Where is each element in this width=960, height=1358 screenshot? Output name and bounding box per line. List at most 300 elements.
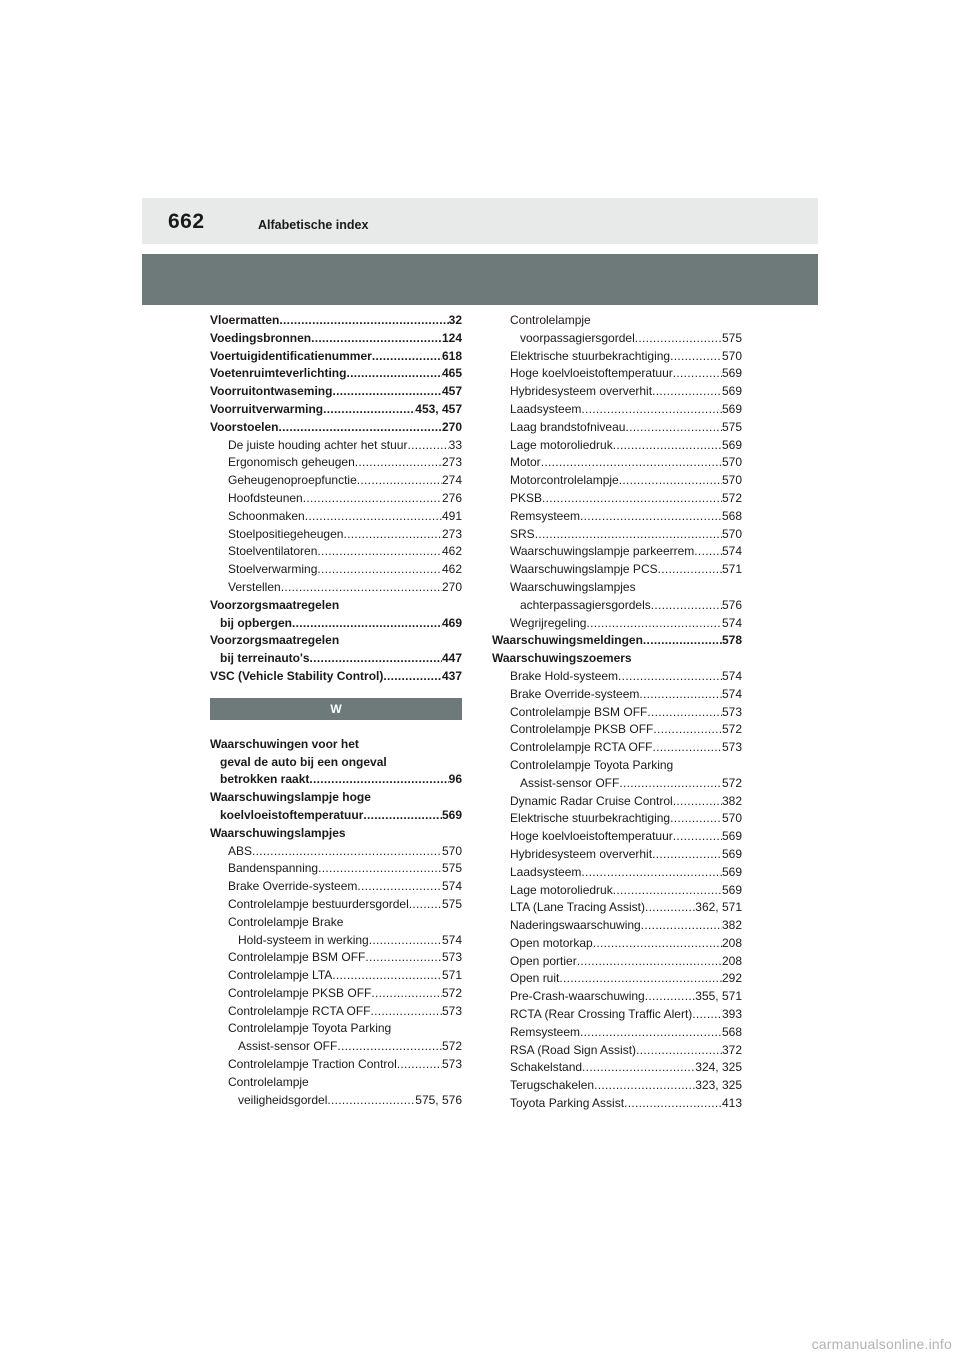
- index-term: Lage motoroliedruk: [510, 437, 613, 452]
- page-reference: 570: [441, 843, 462, 858]
- page-reference: 469: [441, 615, 462, 630]
- page-reference: 570: [721, 526, 742, 541]
- index-term: veiligheidsgordel: [238, 1092, 328, 1107]
- page-reference: 569: [721, 366, 742, 381]
- index-term: Controlelampje BSM OFF: [228, 950, 366, 965]
- index-entry: [210, 330, 462, 348]
- index-entry: [210, 526, 462, 544]
- page-reference: 273: [441, 526, 462, 541]
- page-reference: 462: [441, 562, 462, 577]
- dot-leader: [586, 615, 721, 633]
- page-reference: 570: [721, 455, 742, 470]
- index-term: Waarschuwingslampje parkeerrem: [510, 544, 695, 559]
- index-entry: [210, 914, 462, 932]
- page-reference: 572: [721, 490, 742, 505]
- index-entry: [210, 579, 462, 597]
- dot-leader: [371, 985, 442, 1003]
- index-term: Motorcontrolelampje: [510, 473, 619, 488]
- index-term: Hoge koelvloeistoftemperatuur: [510, 829, 673, 844]
- dot-leader: [369, 932, 442, 950]
- page-reference: 447: [441, 651, 462, 666]
- page-reference: 569: [721, 437, 742, 452]
- dot-leader: [252, 843, 442, 861]
- dot-leader: [363, 807, 442, 825]
- page-reference: 618: [441, 348, 462, 363]
- index-entry: [210, 365, 462, 383]
- page-reference: 355, 571: [695, 989, 742, 1004]
- page-reference: 569: [721, 401, 742, 416]
- dot-leader: [370, 1003, 441, 1021]
- index-term: Waarschuwingslampje hoge: [210, 790, 371, 805]
- dot-leader: [305, 508, 442, 526]
- page-reference: 569: [721, 882, 742, 897]
- dot-leader: [653, 721, 722, 739]
- index-column-left: [210, 312, 462, 1109]
- dot-leader: [670, 348, 722, 366]
- index-term: Terugschakelen: [510, 1078, 595, 1093]
- page-reference: 453, 457: [415, 401, 462, 416]
- index-term: Ergonomisch geheugen: [228, 455, 355, 470]
- dot-leader: [613, 882, 722, 900]
- index-entry: [210, 736, 462, 754]
- dot-leader: [317, 561, 442, 579]
- index-term: Brake Override-systeem: [510, 686, 640, 701]
- page-reference: 382: [721, 793, 742, 808]
- page-reference: 572: [441, 985, 462, 1000]
- index-entry: [492, 686, 742, 704]
- index-term: Laadsysteem: [510, 864, 582, 879]
- index-term: Voetenruimteverlichting: [210, 366, 347, 381]
- dot-leader: [365, 949, 442, 967]
- index-entry: [492, 312, 742, 330]
- index-entry: [210, 561, 462, 579]
- index-entry: [210, 789, 462, 807]
- dot-leader: [639, 686, 722, 704]
- index-term: Stoelpositiegeheugen: [228, 526, 344, 541]
- index-entry: [210, 312, 462, 330]
- index-term: Controlelampje Toyota Parking: [510, 757, 674, 772]
- index-term: bij terreinauto's: [220, 651, 310, 666]
- index-entry: [492, 615, 742, 633]
- index-term: geval de auto bij een ongeval: [220, 754, 387, 769]
- index-entry: [210, 896, 462, 914]
- page-reference: 575: [441, 896, 462, 911]
- page-reference: 573: [721, 740, 742, 755]
- page-reference: 273: [441, 455, 462, 470]
- page-reference: 270: [441, 419, 462, 434]
- index-term: Voorruitontwaseming: [210, 384, 333, 399]
- index-entry: [210, 615, 462, 633]
- page-reference: 574: [721, 668, 742, 683]
- index-entry: [210, 632, 462, 650]
- dot-leader: [645, 988, 696, 1006]
- page-reference: 569: [721, 846, 742, 861]
- dot-leader: [643, 632, 722, 650]
- index-entry: [492, 704, 742, 722]
- dot-leader: [303, 490, 442, 508]
- index-term: betrokken raakt: [220, 772, 310, 787]
- index-term: Controlelampje RCTA OFF: [228, 1003, 371, 1018]
- dot-leader: [673, 365, 722, 383]
- dot-leader: [327, 1092, 415, 1110]
- index-term: Pre-Crash-waarschuwing: [510, 989, 645, 1004]
- index-entry: [492, 775, 742, 793]
- index-term: Verstellen: [228, 579, 281, 594]
- index-term: RSA (Road Sign Assist): [510, 1042, 637, 1057]
- page-reference: 570: [721, 348, 742, 363]
- index-term: koelvloeistoftemperatuur: [220, 807, 364, 822]
- index-entry: [492, 1042, 742, 1060]
- index-term: Waarschuwingen voor het: [210, 736, 359, 751]
- index-entry: [210, 843, 462, 861]
- page-reference: 574: [721, 544, 742, 559]
- index-term: Assist-sensor OFF: [520, 775, 620, 790]
- index-entry: [492, 1059, 742, 1077]
- index-term: Brake Override-systeem: [228, 879, 358, 894]
- index-term: Controlelampje Brake: [228, 914, 344, 929]
- index-entry: [210, 383, 462, 401]
- dot-leader: [619, 775, 722, 793]
- index-entry: [492, 401, 742, 419]
- index-entry: [210, 401, 462, 419]
- dot-leader: [337, 1038, 442, 1056]
- index-entry: [492, 419, 742, 437]
- index-entry: [210, 1074, 462, 1092]
- dot-leader: [278, 419, 442, 437]
- page-reference: 574: [721, 686, 742, 701]
- page-reference: 570: [721, 473, 742, 488]
- index-entry: [210, 967, 462, 985]
- index-term: Open ruit: [510, 971, 560, 986]
- dot-leader: [658, 561, 722, 579]
- dot-leader: [625, 419, 722, 437]
- index-term: Laadsysteem: [510, 401, 582, 416]
- page-reference: 574: [441, 879, 462, 894]
- index-entry: [210, 932, 462, 950]
- index-entry: [210, 771, 462, 789]
- dot-leader: [281, 579, 442, 597]
- index-term: achterpassagiersgordels: [520, 597, 651, 612]
- index-entry: [492, 846, 742, 864]
- dot-leader: [582, 1059, 695, 1077]
- dot-leader: [636, 1042, 722, 1060]
- dot-leader: [692, 1006, 722, 1024]
- letter-heading: W: [210, 698, 462, 720]
- page-reference: 208: [721, 953, 742, 968]
- index-term: PKSB: [510, 490, 543, 505]
- page-reference: 208: [721, 935, 742, 950]
- page-reference: 575, 576: [415, 1092, 462, 1107]
- index-entry: [492, 383, 742, 401]
- page-reference: 457: [441, 384, 462, 399]
- index-term: Controlelampje BSM OFF: [510, 704, 648, 719]
- index-entry: [492, 668, 742, 686]
- index-entry: [492, 882, 742, 900]
- dot-leader: [673, 793, 722, 811]
- index-entry: [210, 949, 462, 967]
- page-reference: 575: [441, 861, 462, 876]
- dot-leader: [641, 917, 722, 935]
- index-term: Remsysteem: [510, 508, 581, 523]
- index-entry: [210, 1003, 462, 1021]
- index-term: SRS: [510, 526, 535, 541]
- page-reference: 574: [721, 615, 742, 630]
- index-entry: [210, 985, 462, 1003]
- page-reference: 575: [721, 330, 742, 345]
- index-entry: [210, 454, 462, 472]
- dot-leader: [346, 365, 441, 383]
- index-entry: [492, 828, 742, 846]
- index-term: Stoelverwarming: [228, 562, 318, 577]
- page-reference: 324, 325: [695, 1060, 742, 1075]
- index-entry: [492, 526, 742, 544]
- page-reference: 569: [721, 864, 742, 879]
- index-term: De juiste houding achter het stuur: [228, 437, 408, 452]
- page-header: [142, 198, 818, 244]
- index-term: Laag brandstofniveau: [510, 419, 626, 434]
- index-entry: [492, 1095, 742, 1113]
- index-term: Voorstoelen: [210, 419, 279, 434]
- index-entry: [492, 935, 742, 953]
- index-term: Waarschuwingslampjes: [510, 579, 636, 594]
- dot-leader: [652, 846, 722, 864]
- index-term: Dynamic Radar Cruise Control: [510, 793, 673, 808]
- index-term: Controlelampje: [228, 1074, 309, 1089]
- index-term: Assist-sensor OFF: [238, 1039, 338, 1054]
- index-term: Voorzorgsmaatregelen: [210, 633, 340, 648]
- dot-leader: [594, 1077, 695, 1095]
- page-reference: 571: [721, 562, 742, 577]
- index-entry: [492, 472, 742, 490]
- index-term: Bandenspanning: [228, 861, 319, 876]
- page-reference: 568: [721, 1024, 742, 1039]
- index-entry: [492, 864, 742, 882]
- dot-leader: [409, 896, 442, 914]
- index-entry: [210, 825, 462, 843]
- index-term: voorpassagiersgordel: [520, 330, 635, 345]
- dot-leader: [310, 650, 442, 668]
- index-term: Geheugenoproepfunctie: [228, 473, 357, 488]
- index-entry: [210, 1020, 462, 1038]
- index-entry: [210, 490, 462, 508]
- dot-leader: [535, 526, 722, 544]
- dot-leader: [542, 490, 722, 508]
- index-entry: [492, 437, 742, 455]
- dot-leader: [559, 970, 722, 988]
- dot-leader: [309, 771, 448, 789]
- index-term: Controlelampje RCTA OFF: [510, 740, 653, 755]
- index-term: Voorzorgsmaatregelen: [210, 597, 340, 612]
- dot-leader: [279, 312, 448, 330]
- index-entry: [210, 597, 462, 615]
- page-reference: 573: [441, 950, 462, 965]
- index-entry: [210, 860, 462, 878]
- index-term: RCTA (Rear Crossing Traffic Alert): [510, 1007, 693, 1022]
- index-term: Controlelampje bestuurdersgordel: [228, 896, 409, 911]
- dot-leader: [613, 437, 722, 455]
- index-entry: [492, 917, 742, 935]
- index-entry: [492, 1077, 742, 1095]
- index-entry: [210, 1092, 462, 1110]
- index-entry: [492, 1006, 742, 1024]
- index-entry: [210, 348, 462, 366]
- index-term: Hybridesysteem oververhit: [510, 846, 653, 861]
- dot-leader: [317, 543, 442, 561]
- index-entry: [492, 543, 742, 561]
- page-reference: 575: [721, 419, 742, 434]
- page-reference: 437: [441, 668, 462, 683]
- index-entry: [210, 754, 462, 772]
- header-band: [142, 254, 818, 305]
- index-group-w: [210, 736, 462, 1110]
- index-entry: [492, 810, 742, 828]
- index-term: Schoonmaken: [228, 508, 305, 523]
- page-reference: 32: [448, 313, 462, 327]
- index-term: Brake Hold-systeem: [510, 668, 619, 683]
- index-entry: [492, 793, 742, 811]
- index-term: Toyota Parking Assist: [510, 1096, 625, 1111]
- dot-leader: [332, 967, 442, 985]
- index-entry: [492, 739, 742, 757]
- index-term: LTA (Lane Tracing Assist): [510, 900, 645, 915]
- index-entry: [492, 757, 742, 775]
- index-term: Controlelampje Traction Control: [228, 1057, 397, 1072]
- dot-leader: [645, 899, 695, 917]
- dot-leader: [541, 454, 722, 472]
- index-term: VSC (Vehicle Stability Control): [210, 668, 384, 683]
- page-reference: 274: [441, 473, 462, 488]
- index-entry: [492, 632, 742, 650]
- index-entry: [210, 1038, 462, 1056]
- dot-leader: [624, 1095, 722, 1113]
- dot-leader: [580, 508, 722, 526]
- page-reference: 462: [441, 544, 462, 559]
- page-reference: 276: [441, 490, 462, 505]
- index-term: Motor: [510, 455, 541, 470]
- index-entry: [210, 472, 462, 490]
- page-reference: 568: [721, 508, 742, 523]
- page-reference: 570: [721, 811, 742, 826]
- index-entry: [492, 970, 742, 988]
- dot-leader: [580, 1024, 722, 1042]
- dot-leader: [651, 597, 722, 615]
- dot-leader: [357, 878, 442, 896]
- index-term: Controlelampje: [510, 313, 591, 327]
- dot-leader: [581, 401, 722, 419]
- index-entry: [492, 454, 742, 472]
- index-entry: [210, 650, 462, 668]
- page-reference: 362, 571: [695, 900, 742, 915]
- index-entry: [492, 365, 742, 383]
- index-term: Hold-systeem in werking: [238, 932, 369, 947]
- page-reference: 382: [721, 918, 742, 933]
- index-term: Waarschuwingsmeldingen: [492, 633, 643, 648]
- index-entry: [492, 899, 742, 917]
- index-entry: [210, 419, 462, 437]
- page-reference: 372: [721, 1042, 742, 1057]
- dot-leader: [355, 454, 442, 472]
- dot-leader: [397, 1056, 442, 1074]
- page-reference: 571: [441, 968, 462, 983]
- page-reference: 574: [441, 932, 462, 947]
- dot-leader: [593, 935, 722, 953]
- index-entry: [492, 348, 742, 366]
- index-term: Hoofdsteunen: [228, 490, 303, 505]
- index-term: Naderingswaarschuwing: [510, 918, 641, 933]
- dot-leader: [635, 330, 722, 348]
- dot-leader: [332, 383, 442, 401]
- page-reference: 292: [721, 971, 742, 986]
- dot-leader: [357, 472, 442, 490]
- index-term: Controlelampje PKSB OFF: [228, 985, 372, 1000]
- dot-leader: [581, 864, 722, 882]
- index-term: Elektrische stuurbekrachtiging: [510, 348, 671, 363]
- dot-leader: [323, 401, 415, 419]
- index-term: Hybridesysteem oververhit: [510, 384, 653, 399]
- index-term: Controlelampje LTA: [228, 968, 333, 983]
- index-entry: [492, 330, 742, 348]
- index-term: bij opbergen: [220, 615, 292, 630]
- index-term: Open portier: [510, 953, 577, 968]
- page-reference: 569: [721, 384, 742, 399]
- index-term: Vloermatten: [210, 313, 280, 327]
- dot-leader: [318, 860, 442, 878]
- watermark: carmanualsonline.info: [811, 1336, 952, 1352]
- dot-leader: [383, 668, 442, 686]
- index-term: Lage motoroliedruk: [510, 882, 613, 897]
- dot-leader: [647, 704, 722, 722]
- index-term: Waarschuwingszoemers: [492, 651, 632, 666]
- index-term: ABS: [228, 843, 253, 858]
- dot-leader: [311, 330, 442, 348]
- page-reference: 573: [441, 1003, 462, 1018]
- dot-leader: [673, 828, 722, 846]
- dot-leader: [577, 953, 722, 971]
- index-term: Waarschuwingslampje PCS: [510, 562, 658, 577]
- index-entry: [492, 988, 742, 1006]
- page-reference: 573: [441, 1057, 462, 1072]
- index-entry: [210, 437, 462, 455]
- page-reference: 576: [721, 597, 742, 612]
- index-entry: [210, 1056, 462, 1074]
- dot-leader: [670, 810, 722, 828]
- index-entry: [492, 953, 742, 971]
- index-entry: [492, 721, 742, 739]
- index-term: Waarschuwingslampjes: [210, 825, 346, 840]
- index-entry: [210, 508, 462, 526]
- section-title: Alfabetische index: [258, 218, 369, 232]
- index-group-v: [210, 312, 462, 686]
- index-term: Voorruitverwarming: [210, 401, 324, 416]
- page-reference: 413: [721, 1096, 742, 1111]
- index-term: Stoelventilatoren: [228, 544, 318, 559]
- dot-leader: [652, 383, 722, 401]
- page-reference: 573: [721, 704, 742, 719]
- index-term: Schakelstand: [510, 1060, 583, 1075]
- index-term: Elektrische stuurbekrachtiging: [510, 811, 671, 826]
- index-entry: [210, 543, 462, 561]
- index-entry: [492, 508, 742, 526]
- index-entry: [210, 668, 462, 686]
- index-entry: [492, 1024, 742, 1042]
- index-term: Hoge koelvloeistoftemperatuur: [510, 366, 673, 381]
- index-term: Open motorkap: [510, 935, 593, 950]
- dot-leader: [694, 543, 722, 561]
- page-reference: 96: [448, 772, 462, 787]
- page-reference: 465: [441, 366, 462, 381]
- index-term: Voertuigidentificatienummer: [210, 348, 372, 363]
- index-entry: [210, 807, 462, 825]
